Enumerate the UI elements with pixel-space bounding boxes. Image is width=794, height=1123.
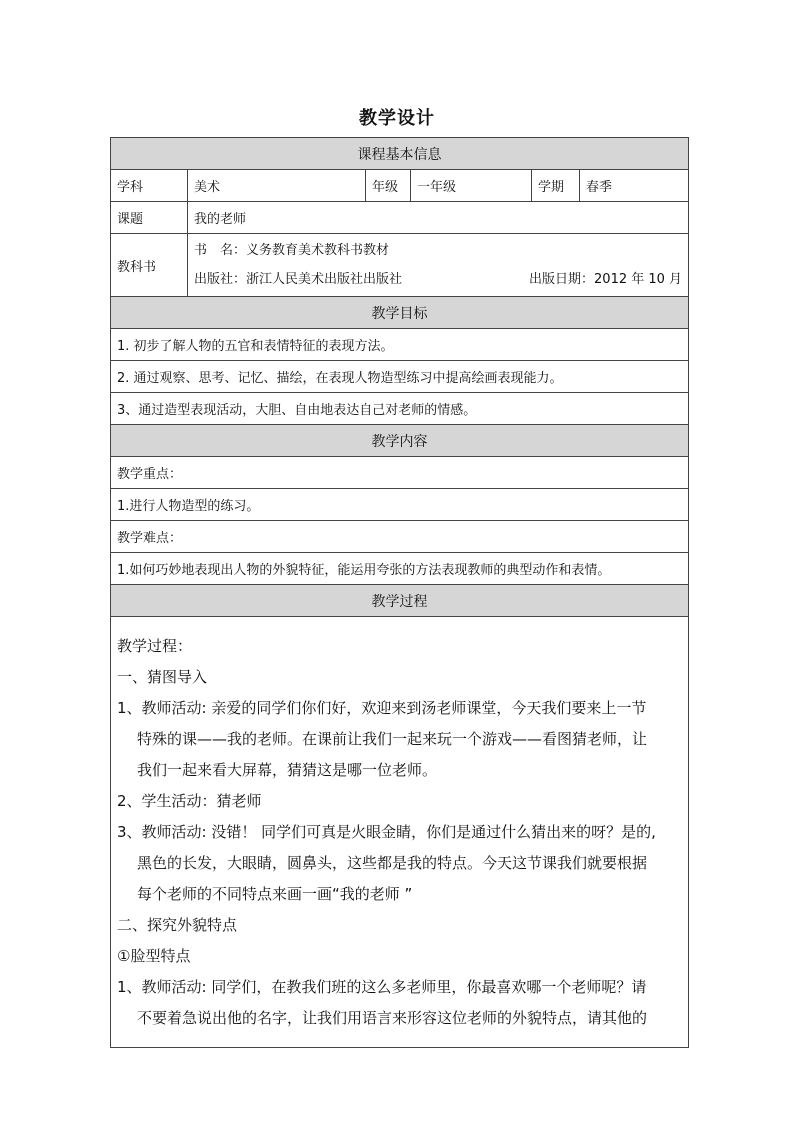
- section-header-content: 教学内容: [111, 425, 689, 457]
- part-one-heading: 一、猜图导入: [117, 667, 208, 686]
- paragraph-2: 2、学生活动：猜老师: [117, 791, 262, 810]
- difficulty-label: 教学难点：: [111, 521, 689, 553]
- topic-label: 课题: [111, 202, 188, 234]
- info-row: [111, 170, 689, 202]
- textbook-details: [188, 234, 689, 297]
- paragraph-1: 1、教师活动: 亲爱的同学们你们好，欢迎来到汤老师课堂，今天我们要来上一节 特殊的课——我的老师。在课前让我们一起来玩一个游戏——看图猜老师，让 我们一起来看大屏幕，猜猜这是哪一位老师。: [117, 698, 648, 779]
- topic-value: 我的老师: [188, 202, 689, 234]
- paragraph-3: 3、教师活动: 没错！ 同学们可真是火眼金睛，你们是通过什么猜出来的呀？是的, 黑色的长发，大眼睛，圆鼻头，这些都是我的特点。今天这节课我们就要根据 每个老师的不同特点来画一画“我的老师 ”: [117, 822, 656, 903]
- lesson-plan-table: [110, 137, 689, 1048]
- publish-date: 出版日期：2012 年 10 月: [529, 272, 683, 287]
- goal-item: 1. 初步了解人物的五官和表情特征的表现方法。: [111, 329, 689, 361]
- subject-value: 美术: [188, 170, 366, 202]
- process-body: [111, 617, 689, 1048]
- difficulty-item: 1.如何巧妙地表现出人物的外貌特征，能运用夸张的方法表现教师的典型动作和表情。: [111, 553, 689, 585]
- part-two-heading: 二、探究外貌特点: [117, 915, 238, 934]
- term-label: 学期: [532, 170, 580, 202]
- paragraph-4: 1、教师活动: 同学们，在教我们班的这么多老师里，你最喜欢哪一个老师呢？请 不要着急说出他的名字，让我们用语言来形容这位老师的外貌特点，请其他的: [117, 977, 648, 1027]
- process-heading: 教学过程：: [117, 636, 193, 655]
- publisher: 出版社：浙江人民美术出版社出版社: [194, 272, 403, 287]
- term-value: 春季: [580, 170, 689, 202]
- document-title: 教学设计: [359, 108, 435, 129]
- section-header-process: 教学过程: [111, 585, 689, 617]
- section-header-basic: 课程基本信息: [111, 138, 689, 170]
- publisher-line: [194, 265, 682, 294]
- book-name: 书 名：义务教育美术教科书教材: [194, 243, 390, 258]
- goal-item: 2. 通过观察、思考、记忆、描绘，在表现人物造型练习中提高绘画表现能力。: [111, 361, 689, 393]
- textbook-label: 教科书: [111, 234, 188, 297]
- topic-row: [111, 202, 689, 234]
- goal-item: 3、通过造型表现活动，大胆、自由地表达自己对老师的情感。: [111, 393, 689, 425]
- section-header-goals: 教学目标: [111, 297, 689, 329]
- textbook-row: [111, 234, 689, 297]
- key-point-item: 1.进行人物造型的练习。: [111, 489, 689, 521]
- sub-heading-face: ①脸型特点: [117, 946, 191, 965]
- subject-label: 学科: [111, 170, 188, 202]
- key-point-label: 教学重点：: [111, 457, 689, 489]
- grade-value: 一年级: [411, 170, 532, 202]
- grade-label: 年级: [366, 170, 411, 202]
